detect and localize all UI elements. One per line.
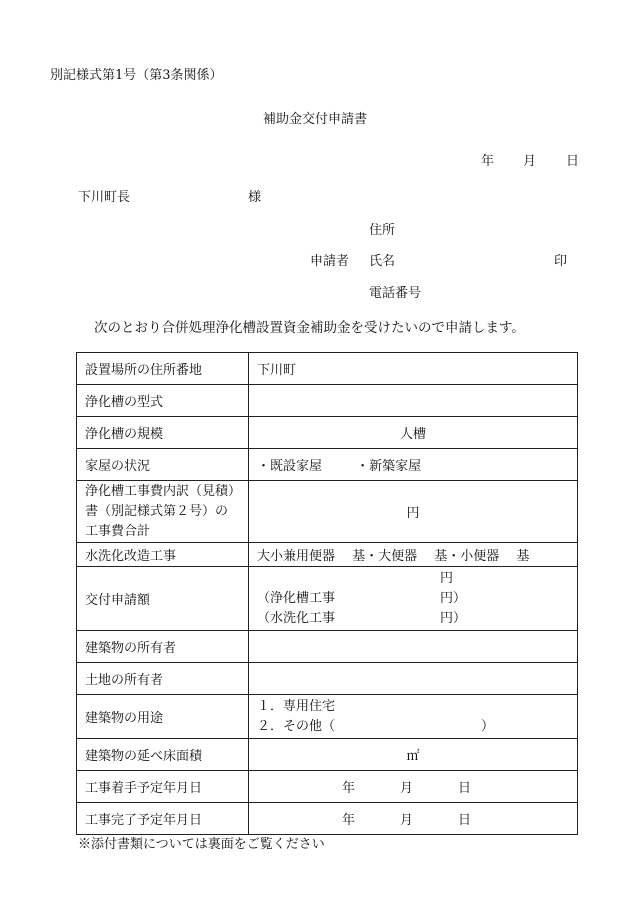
table-row xyxy=(77,803,578,835)
date-day-label: 日 xyxy=(566,154,580,169)
owner-value[interactable] xyxy=(249,631,578,663)
finish-date-label: 工事完了予定年月日 xyxy=(77,803,249,835)
table-row xyxy=(77,663,578,695)
start-year-label: 年 xyxy=(342,781,356,796)
scale-label: 浄化槽の規模 xyxy=(77,417,249,449)
floor-area-label: 建築物の延べ床面積 xyxy=(77,739,249,771)
table-row xyxy=(77,385,578,417)
table-row xyxy=(77,481,578,543)
cost-label-line3: 工事費合計 xyxy=(85,523,151,539)
floor-area-value[interactable] xyxy=(249,739,578,771)
table-row xyxy=(77,417,578,449)
amount-flush xyxy=(257,609,569,629)
amount-value[interactable] xyxy=(249,567,578,631)
model-value[interactable] xyxy=(249,385,578,417)
cost-unit: 円 xyxy=(406,506,420,521)
table-row xyxy=(77,543,578,567)
flush-value[interactable]: 大小兼用便器 基・大便器 基・小便器 基 xyxy=(249,543,578,567)
addressee-honorific: 様 xyxy=(248,190,262,205)
usage-option-other[interactable] xyxy=(257,717,569,737)
phone-label: 電話番号 xyxy=(369,286,422,301)
scale-value[interactable] xyxy=(249,417,578,449)
table-row xyxy=(77,771,578,803)
land-owner-value[interactable] xyxy=(249,663,578,695)
seal-mark: 印 xyxy=(554,254,568,269)
floor-area-unit: ㎡ xyxy=(406,749,420,764)
applicant-label: 申請者 xyxy=(310,254,350,269)
footnote: ※添付書類については裏面をご覧ください xyxy=(78,837,325,852)
owner-label: 建築物の所有者 xyxy=(77,631,249,663)
house-options[interactable] xyxy=(249,449,578,481)
amount-septic-label: （浄化槽工事 xyxy=(257,590,336,606)
amount-total-unit: 円 xyxy=(440,570,454,586)
usage-other-label: ２．その他（ xyxy=(257,718,336,734)
date-year-label: 年 xyxy=(481,154,495,169)
amount-flush-unit: 円） xyxy=(440,610,467,626)
house-option-existing[interactable]: ・既設家屋 xyxy=(257,459,323,474)
location-value[interactable]: 下川町 xyxy=(249,353,578,385)
cost-label-line1: 浄化槽工事費内訳（見積） xyxy=(85,483,242,499)
land-owner-label: 土地の所有者 xyxy=(77,663,249,695)
date-month-label: 月 xyxy=(523,154,537,169)
name-label: 氏名 xyxy=(369,254,396,269)
start-day-label: 日 xyxy=(458,781,472,796)
cost-value[interactable] xyxy=(249,481,578,543)
scale-unit: 人槽 xyxy=(399,427,426,442)
table-row xyxy=(77,567,578,631)
table-row xyxy=(77,739,578,771)
table-row xyxy=(77,695,578,739)
finish-date-value[interactable] xyxy=(249,803,578,835)
application-table xyxy=(76,352,578,835)
flush-label: 水洗化改造工事 xyxy=(77,543,249,567)
model-label: 浄化槽の型式 xyxy=(77,385,249,417)
start-date-value[interactable] xyxy=(249,771,578,803)
amount-flush-label: （水洗化工事 xyxy=(257,610,336,626)
amount-septic-unit: 円） xyxy=(440,590,467,606)
usage-other-close: ） xyxy=(481,718,495,734)
cost-label xyxy=(77,481,249,543)
usage-option-residence[interactable]: １．専用住宅 xyxy=(257,698,336,714)
amount-label: 交付申請額 xyxy=(77,567,249,631)
address-label: 住所 xyxy=(369,223,396,238)
table-row xyxy=(77,449,578,481)
addressee-mayor: 下川町長 xyxy=(78,190,131,205)
document-title: 補助金交付申請書 xyxy=(262,112,367,127)
usage-options[interactable] xyxy=(249,695,578,739)
location-label: 設置場所の住所番地 xyxy=(77,353,249,385)
finish-day-label: 日 xyxy=(458,813,472,828)
amount-septic xyxy=(257,589,569,609)
start-date-label: 工事着手予定年月日 xyxy=(77,771,249,803)
finish-year-label: 年 xyxy=(342,813,356,828)
usage-label: 建築物の用途 xyxy=(77,695,249,739)
house-option-new[interactable]: ・新築家屋 xyxy=(356,459,422,474)
start-month-label: 月 xyxy=(400,781,414,796)
finish-month-label: 月 xyxy=(400,813,414,828)
cost-label-line2: 書（別記様式第２号）の xyxy=(85,503,229,519)
form-number: 別記様式第1号（第3条関係） xyxy=(50,68,223,83)
table-row xyxy=(77,353,578,385)
table-row xyxy=(77,631,578,663)
house-label: 家屋の状況 xyxy=(77,449,249,481)
intro-text: 次のとおり合併処理浄化槽設置資金補助金を受けたいので申請します。 xyxy=(94,320,525,336)
